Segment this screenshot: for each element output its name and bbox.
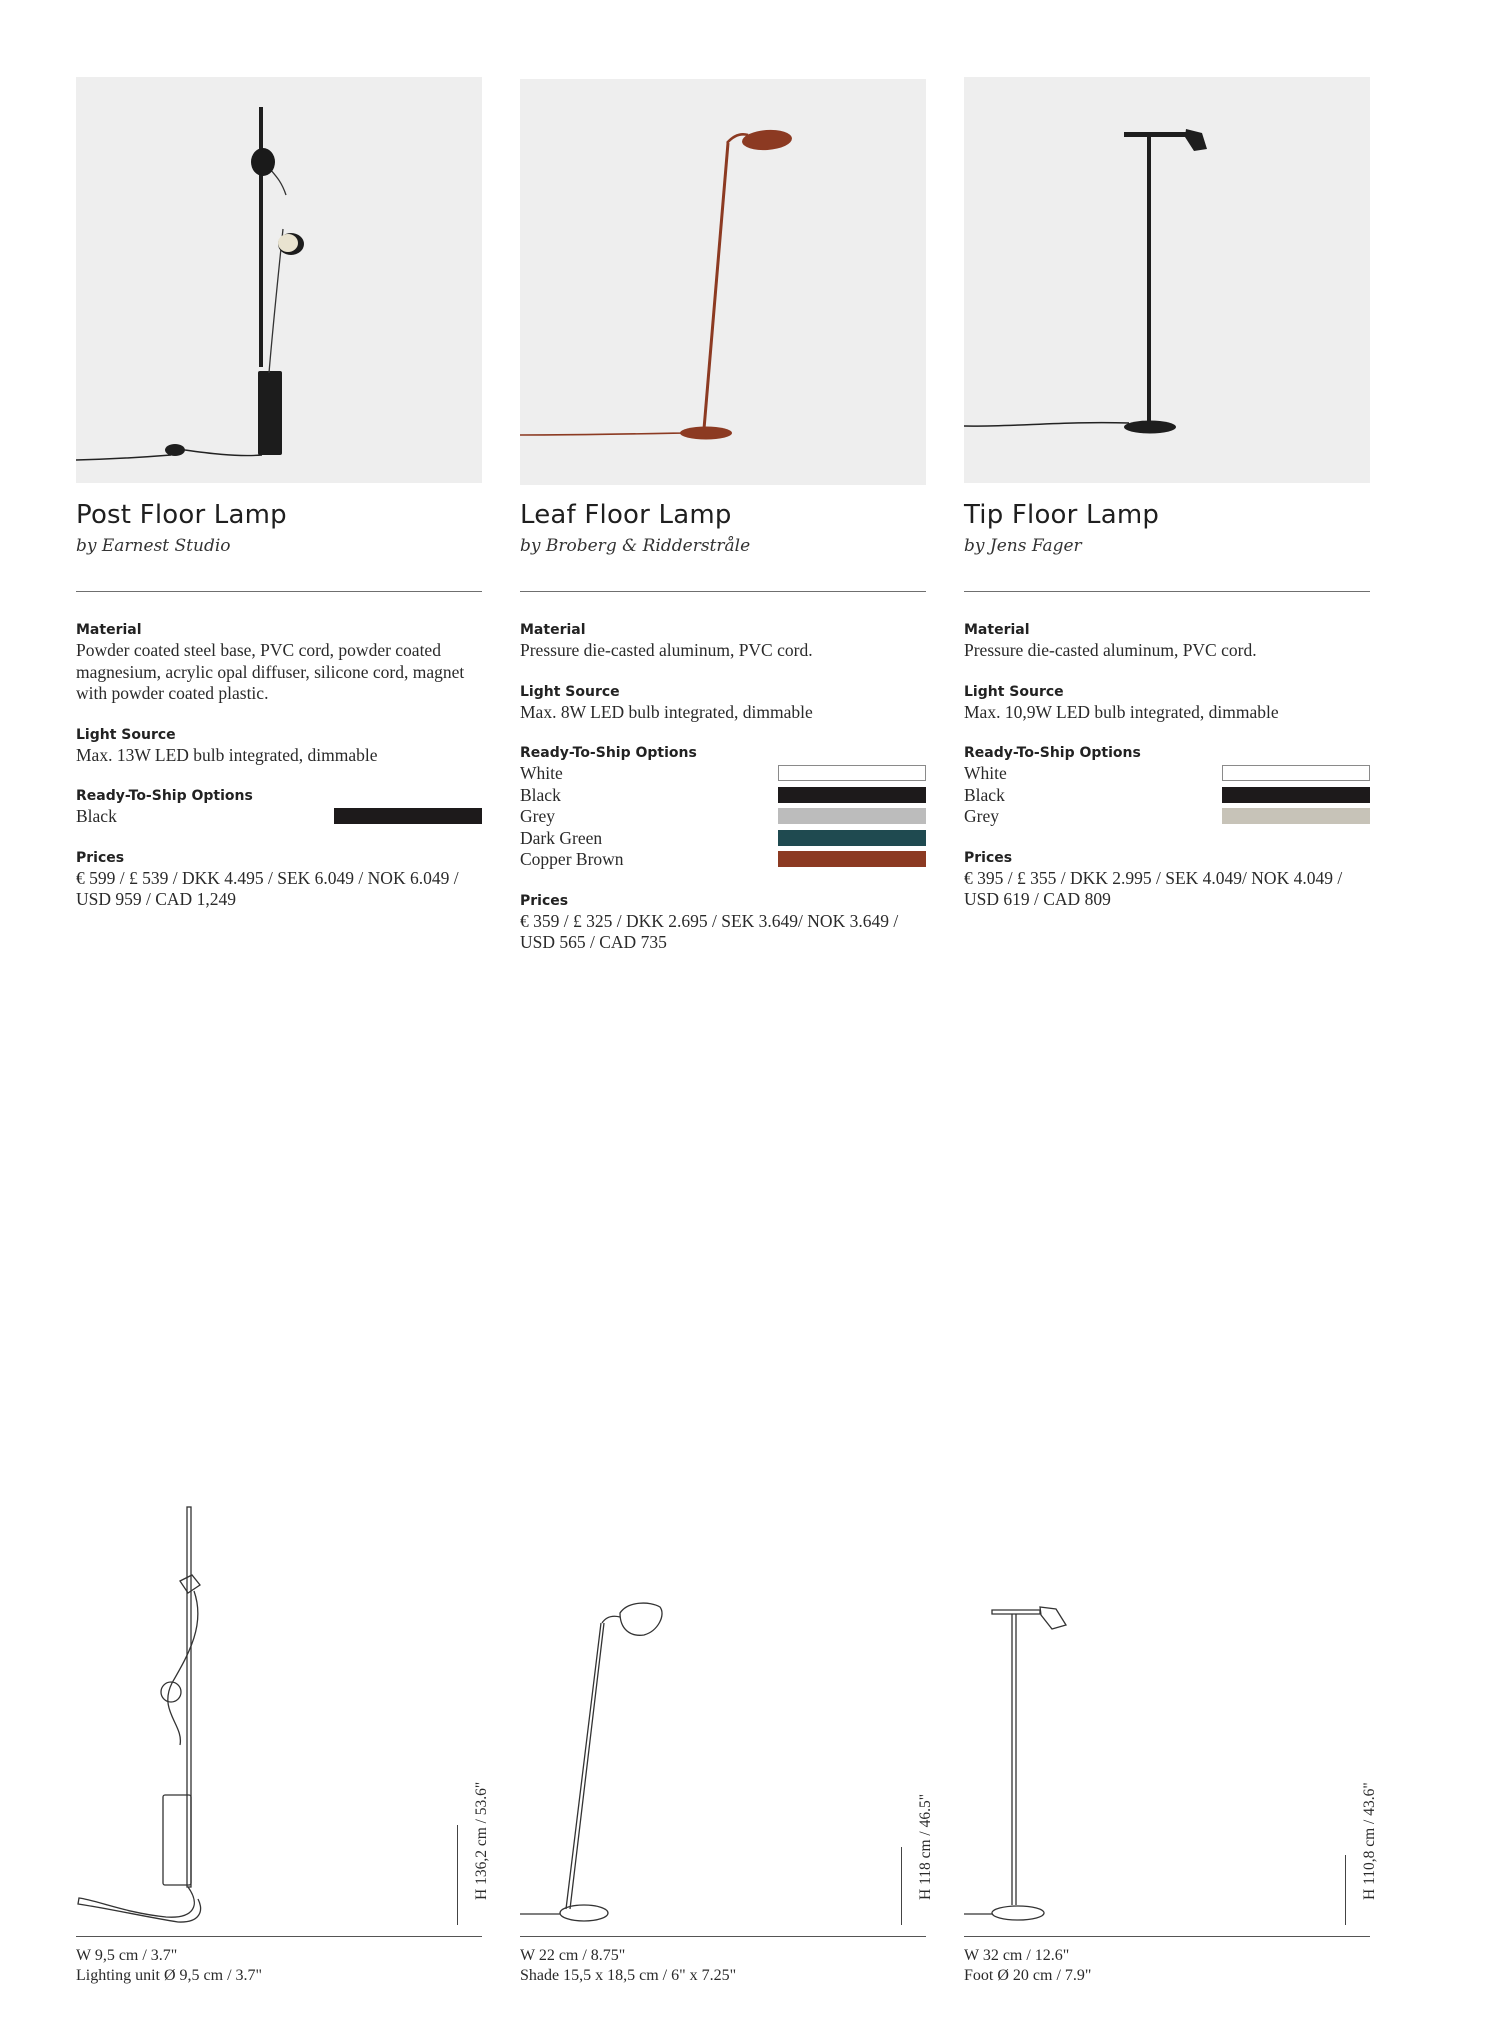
material-value: Pressure die-casted aluminum, PVC cord. — [520, 640, 813, 660]
options-label: Ready-To-Ship Options — [964, 745, 1141, 761]
option-row — [964, 785, 1370, 807]
prices-section — [520, 891, 926, 954]
dimension-detail: Shade 15,5 x 18,5 cm / 6" x 7.25" — [520, 1967, 737, 1984]
product-specs — [520, 620, 926, 974]
light-source-label: Light Source — [964, 683, 1064, 700]
dimension-detail: Lighting unit Ø 9,5 cm / 3.7" — [76, 1967, 263, 1984]
option-row — [964, 763, 1370, 785]
material-section — [520, 620, 926, 662]
color-swatch — [1222, 765, 1370, 781]
light-source-value: Max. 8W LED bulb integrated, dimmable — [520, 701, 813, 722]
dimensions — [520, 1946, 926, 1986]
height-bar — [457, 1825, 458, 1925]
prices-value: € 395 / £ 355 / DKK 2.995 / SEK 4.049/ NOK 4.049 / USD 619 / CAD 809 — [964, 867, 1343, 909]
product-specs — [964, 620, 1370, 931]
material-label: Material — [76, 622, 142, 638]
baseline — [520, 1936, 926, 1937]
dimensions — [964, 1946, 1370, 1986]
options-section — [520, 743, 926, 871]
light-source-section — [520, 682, 926, 724]
light-source-label: Light Source — [76, 726, 176, 743]
material-value: Powder coated steel base, PVC cord, powder coated magnesium, acrylic opal diffuser, silicone cord, magnet with powder coated plastic. — [76, 640, 465, 703]
color-swatch — [1222, 787, 1370, 803]
option-row — [964, 806, 1370, 828]
light-source-label: Light Source — [520, 683, 620, 700]
height-dimension: H 110,8 cm / 43.6" — [1361, 1782, 1378, 1900]
color-swatch — [778, 765, 926, 781]
product-designer: by Jens Fager — [964, 536, 1082, 556]
height-bar — [1345, 1855, 1346, 1925]
option-row — [520, 785, 926, 807]
dimension-width: W 22 cm / 8.75" — [520, 1947, 626, 1964]
prices-section — [964, 848, 1370, 911]
light-source-section — [76, 725, 482, 767]
product-title: Tip Floor Lamp — [964, 500, 1160, 530]
prices-section — [76, 848, 482, 911]
height-dimension: H 118 cm / 46.5" — [917, 1793, 934, 1900]
leaf-lamp-drawing — [520, 1505, 926, 1935]
tip-lamp-photo — [964, 77, 1370, 483]
option-name: White — [964, 763, 1007, 783]
dimension-detail: Foot Ø 20 cm / 7.9" — [964, 1967, 1092, 1984]
color-swatch — [778, 830, 926, 846]
product-title: Leaf Floor Lamp — [520, 500, 732, 530]
color-swatch — [334, 808, 482, 824]
option-row — [76, 806, 482, 828]
prices-label: Prices — [964, 849, 1013, 866]
color-swatch — [778, 808, 926, 824]
post-lamp-drawing — [76, 1505, 482, 1935]
material-label: Material — [520, 622, 586, 638]
color-swatch — [778, 851, 926, 867]
options-section — [964, 743, 1370, 828]
light-source-section — [964, 682, 1370, 724]
divider — [964, 591, 1370, 592]
options-label: Ready-To-Ship Options — [76, 788, 253, 804]
color-swatch — [778, 787, 926, 803]
baseline — [964, 1936, 1370, 1937]
option-row — [520, 806, 926, 828]
product-designer: by Earnest Studio — [76, 536, 231, 556]
options-label: Ready-To-Ship Options — [520, 745, 697, 761]
product-title: Post Floor Lamp — [76, 500, 287, 530]
options-section — [76, 786, 482, 828]
tip-lamp-drawing — [964, 1505, 1370, 1935]
divider — [76, 591, 482, 592]
product-designer: by Broberg & Ridderstråle — [520, 536, 751, 556]
option-name: Copper Brown — [520, 849, 624, 869]
option-name: Grey — [520, 806, 555, 826]
option-name: Grey — [964, 806, 999, 826]
option-row — [520, 828, 926, 850]
prices-value: € 599 / £ 539 / DKK 4.495 / SEK 6.049 / NOK 6.049 / USD 959 / CAD 1,249 — [76, 867, 459, 909]
height-dimension: H 136,2 cm / 53.6" — [473, 1781, 490, 1900]
material-section — [76, 620, 482, 705]
material-section — [964, 620, 1370, 662]
option-name: Black — [76, 806, 117, 826]
option-row — [520, 849, 926, 871]
color-swatch — [1222, 808, 1370, 824]
option-row — [520, 763, 926, 785]
dimensions — [76, 1946, 482, 1986]
dimension-width: W 32 cm / 12.6" — [964, 1947, 1070, 1964]
prices-label: Prices — [520, 892, 569, 909]
prices-label: Prices — [76, 849, 125, 866]
light-source-value: Max. 10,9W LED bulb integrated, dimmable — [964, 701, 1279, 722]
option-name: White — [520, 763, 563, 783]
material-label: Material — [964, 622, 1030, 638]
divider — [520, 591, 926, 592]
material-value: Pressure die-casted aluminum, PVC cord. — [964, 640, 1257, 660]
option-name: Black — [964, 784, 1005, 805]
option-name: Black — [520, 784, 561, 805]
prices-value: € 359 / £ 325 / DKK 2.695 / SEK 3.649/ NOK 3.649 / USD 565 / CAD 735 — [520, 910, 899, 952]
leaf-lamp-photo — [520, 79, 926, 485]
product-specs — [76, 620, 482, 931]
height-bar — [901, 1847, 902, 1925]
option-name: Dark Green — [520, 827, 603, 848]
light-source-value: Max. 13W LED bulb integrated, dimmable — [76, 744, 378, 765]
dimension-width: W 9,5 cm / 3.7" — [76, 1947, 178, 1964]
post-lamp-photo — [76, 77, 482, 483]
baseline — [76, 1936, 482, 1937]
